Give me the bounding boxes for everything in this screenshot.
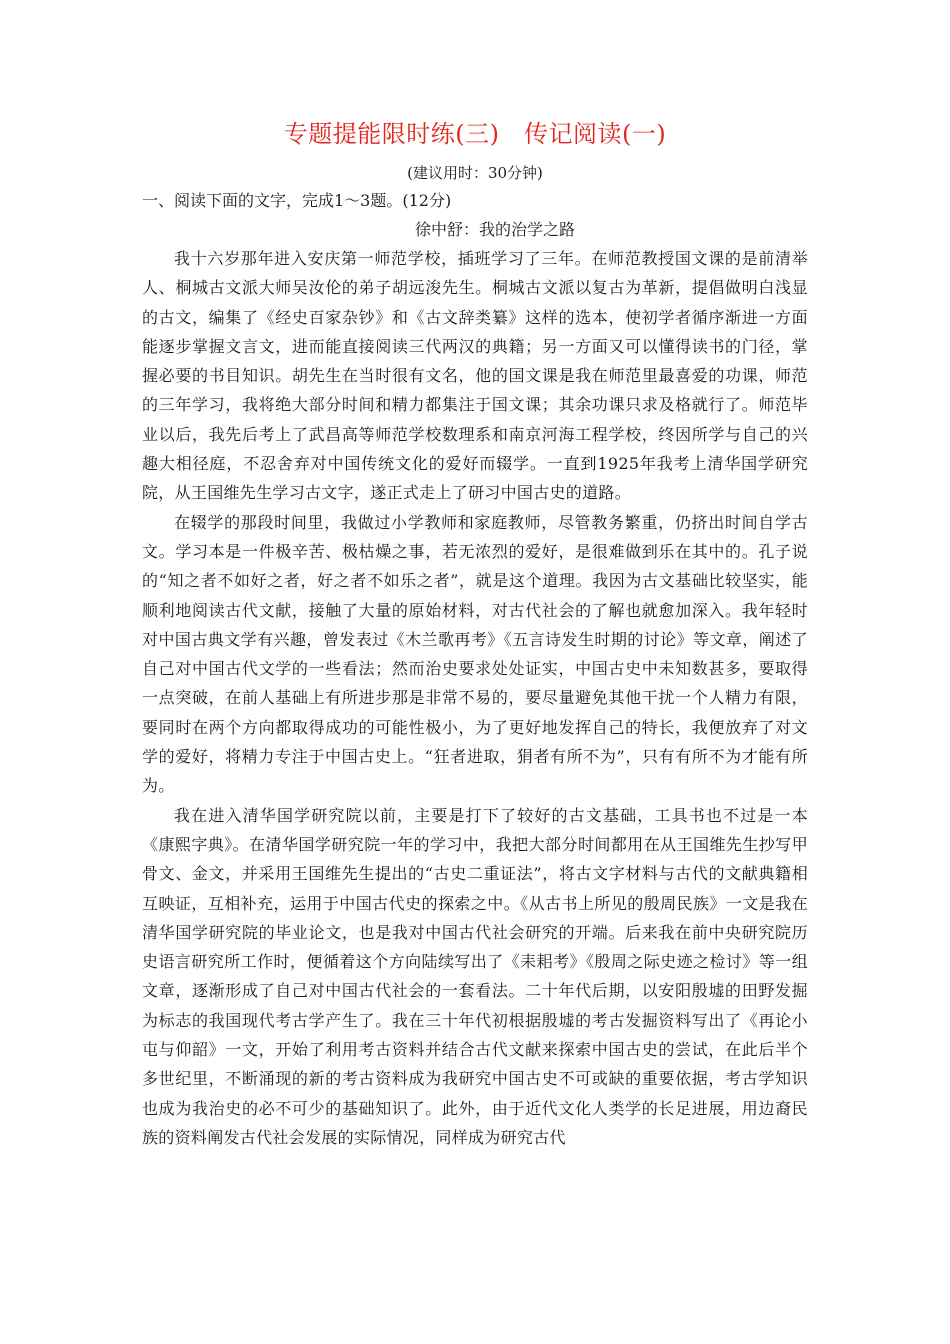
page-title: 专题提能限时练(三) 传记阅读(一)	[283, 120, 667, 148]
paragraph-3: 我在进入清华国学研究院以前，主要是打下了较好的古文基础，工具书也不过是一本《康熙字典》。在清华国学研究院一年的学习中，我把大部分时间都用在从王国维先生抄写甲骨文、金文，并采用王国维先生提出的“古史二重证法”，将古文字材料与古代的文献典籍相互映证，互相补充，运用于中国古代史的探索之中。《从古书上所见的殷周民族》一文是我在清华国学研究院的毕业论文，也是我对中国古代社会研究的开端。后来我在前中央研究院历史语言研究所工作时，便循着这个方向陆续写出了《耒耜考》《殷周之际史迹之检讨》等一组文章，逐渐形成了自己对中国古代社会的一套看法。二十年代后期，以安阳殷墟的田野发掘为标志的我国现代考古学产生了。我在三十年代初根据殷墟的考古发掘资料写出了《再论小屯与仰韶》一文，开始了利用考古资料并结合古代文献来探索中国古史的尝试，在此后半个多世纪里，不断涌现的新的考古资料成为我研究中国古史不可或缺的重要依据，考古学知识也成为我治史的必不可少的基础知识了。此外，由于近代文化人类学的长足进展，用边裔民族的资料阐发古代社会发展的实际情况，同样成为研究古代	[142, 805, 808, 1147]
paragraph-2: 在辍学的那段时间里，我做过小学教师和家庭教师，尽管教务繁重，仍挤出时间自学古文。学习本是一件极辛苦、极枯燥之事，若无浓烈的爱好，是很难做到乐在其中的。孔子说的“知之者不如好之者，好之者不如乐之者”，就是这个道理。我因为古文基础比较坚实，能顺利地阅读古代文献，接触了大量的原始材料，对古代社会的了解也就愈加深入。我年轻时对中国古典文学有兴趣，曾发表过《木兰歌再考》《五言诗发生时期的讨论》等文章，阐述了自己对中国古代文学的一些看法；然而治史要求处处证实，中国古史中未知数甚多，要取得一点突破，在前人基础上有所进步那是非常不易的，要尽量避免其他干扰一个人精力有限，要同时在两个方向都取得成功的可能性极小，为了更好地发挥自己的特长，我便放弃了对文学的爱好，将精力专注于中国古史上。“狂者进取，狷者有所不为”，只有有所不为才能有所为。	[142, 512, 808, 796]
suggested-time: (建议用时：30分钟)	[407, 164, 543, 182]
question-instruction: 一、阅读下面的文字，完成1～3题。(12分)	[142, 191, 452, 210]
article-title: 徐中舒：我的治学之路	[414, 220, 575, 239]
paragraph-1: 我十六岁那年进入安庆第一师范学校，插班学习了三年。在师范教授国文课的是前清举人、桐城古文派大师吴汝伦的弟子胡远浚先生。桐城古文派以复古为革新，提倡做明白浅显的古文，编集了《经史百家杂钞》和《古文辞类纂》这样的选本，使初学者循序渐进一方面能逐步掌握文言文，进而能直接阅读三代两汉的典籍；另一方面又可以懂得读书的门径，掌握必要的书目知识。胡先生在当时很有文名，他的国文课是我在师范里最喜爱的功课，师范的三年学习，我将绝大部分时间和精力都集注于国文课；其余功课只求及格就行了。师范毕业以后，我先后考上了武昌高等师范学校数理系和南京河海工程学校，终因所学与自己的兴趣大相径庭，不忍舍弃对中国传统文化的爱好而辍学。一直到1925年我考上清华国学研究院，从王国维先生学习古文字，遂正式走上了研习中国古史的道路。	[142, 249, 808, 503]
